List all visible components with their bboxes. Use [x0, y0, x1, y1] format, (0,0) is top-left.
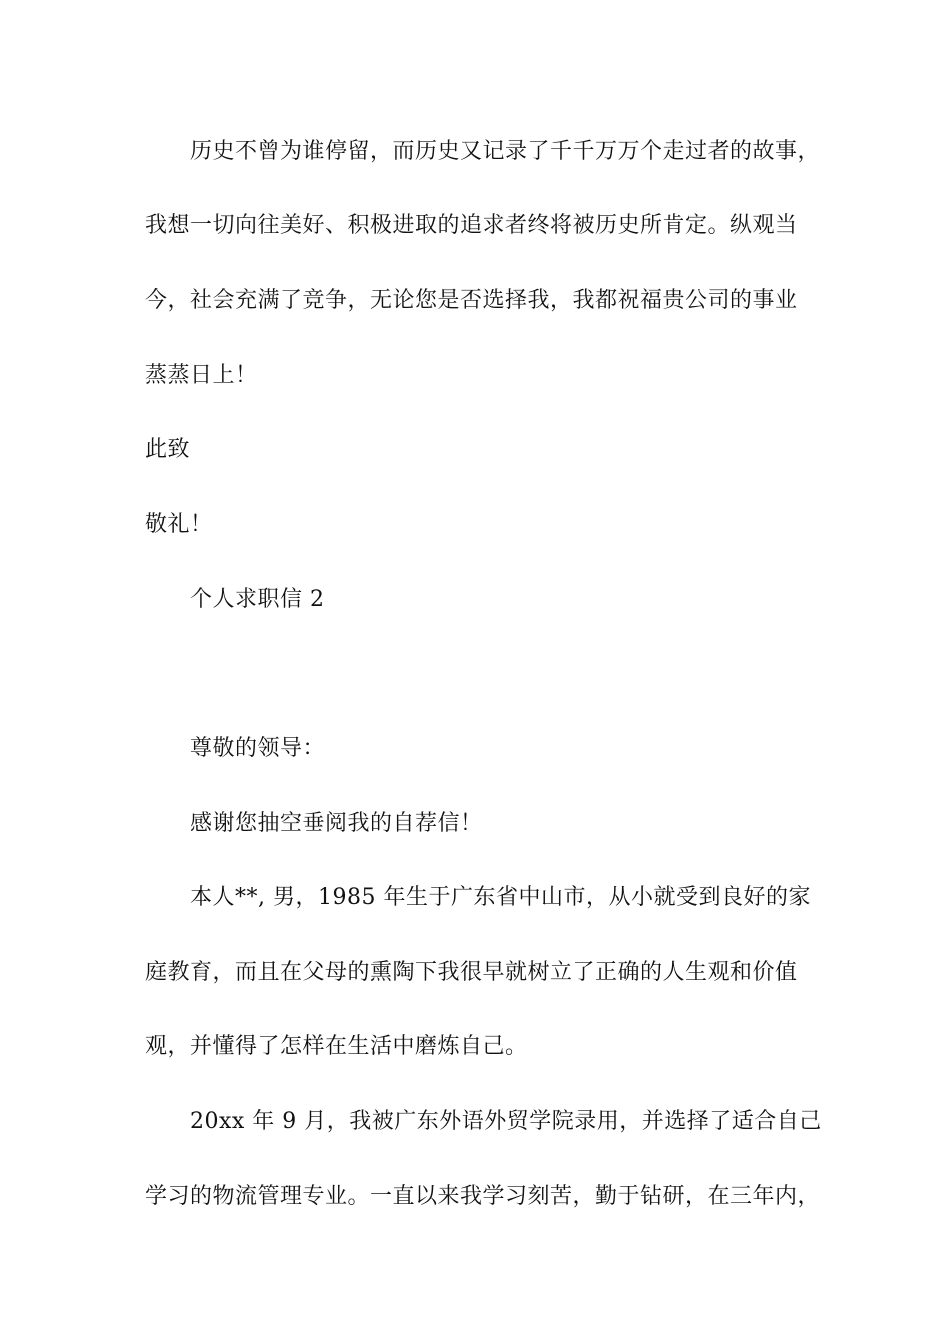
- greeting-line: 尊敬的领导：: [190, 736, 326, 761]
- paragraph-line: 蒸蒸日上！: [145, 363, 258, 388]
- paragraph-line: 我想一切向往美好、积极进取的追求者终将被历史所肯定。纵观当: [145, 213, 798, 238]
- paragraph-line: 观，并懂得了怎样在生活中磨炼自己。: [145, 1034, 528, 1059]
- section-title: 个人求职信 2: [190, 587, 325, 612]
- paragraph-line: 20xx 年 9 月，我被广东外语外贸学院录用，并选择了适合自己: [190, 1109, 822, 1134]
- paragraph-line: 学习的物流管理专业。一直以来我学习刻苦，勤于钻研，在三年内，: [145, 1184, 821, 1209]
- closing-salutation: 敬礼！: [145, 512, 213, 537]
- paragraph-line: 感谢您抽空垂阅我的自荐信！: [190, 811, 483, 836]
- paragraph-line: 今，社会充满了竞争，无论您是否选择我，我都祝福贵公司的事业: [145, 288, 798, 313]
- paragraph-line: 本人**, 男，1985 年生于广东省中山市，从小就受到良好的家: [190, 885, 811, 910]
- paragraph-line: 庭教育，而且在父母的熏陶下我很早就树立了正确的人生观和价值: [145, 960, 798, 985]
- paragraph-line: 历史不曾为谁停留，而历史又记录了千千万万个走过者的故事，: [190, 139, 821, 164]
- closing-line: 此致: [145, 437, 191, 462]
